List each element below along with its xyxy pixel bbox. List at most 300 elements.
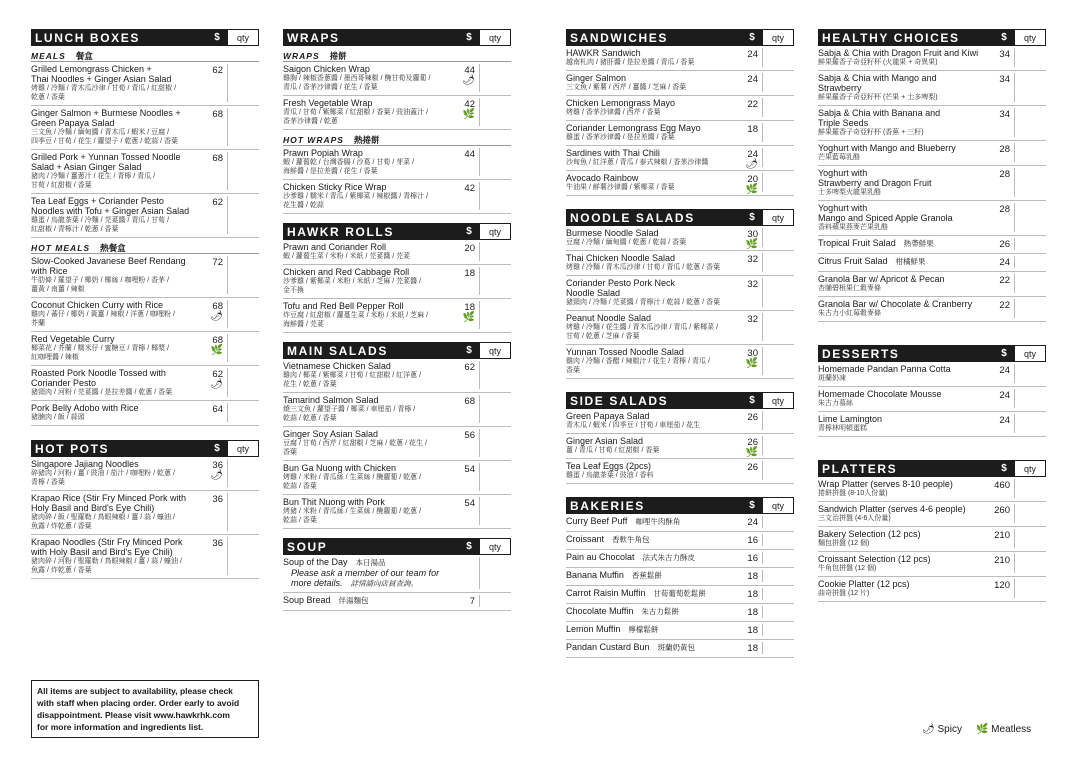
item-name: Slow-Cooked Javanese Beef Rendang	[31, 256, 186, 266]
chili-icon: 🌶	[745, 159, 758, 170]
item-price: 34	[999, 74, 1010, 85]
item-name: Krapao Noodles (Stir Fry Minced Pork	[31, 537, 183, 547]
item-price: 62 🌶	[210, 369, 223, 390]
qty-cell[interactable]	[479, 182, 511, 210]
qty-cell[interactable]	[227, 108, 259, 146]
item-ingredients: 三文魚 / 冷麵 / 緬甸醬 / 青木瓜 / 蝦米 / 豆腐 /	[31, 129, 170, 136]
item-ingredients: 薑 / 青瓜 / 甘荀 / 紅甜椒 / 香葉	[566, 447, 660, 454]
item-ingredients: 四季豆 / 甘荀 / 花生 / 蘿望子 / 乾蔥 / 乾蒜 / 香葉	[31, 138, 179, 145]
item-name: Pork Belly Adobo with Rice	[31, 403, 139, 413]
item-ingredients: 朱古力慕絲	[818, 400, 853, 407]
item-ingredients: 青瓜 / 香茅沙律醬 / 花生 / 香葉	[283, 84, 378, 91]
qty-cell[interactable]	[227, 368, 259, 397]
item-name: Bakery Selection (12 pcs)	[818, 529, 921, 539]
menu-item	[566, 568, 794, 586]
qty-cell[interactable]	[762, 516, 794, 528]
item-price: 36	[212, 494, 223, 505]
item-name: Avocado Rainbow	[566, 173, 639, 183]
item-price: 24 🌶	[745, 149, 758, 170]
item-price: 44	[464, 149, 475, 160]
item-ingredients: 雞肉 / 冷麵 / 香醋 / 辣椒汁 / 花生 / 青檸 / 青瓜 /	[566, 358, 710, 365]
column-3	[566, 29, 794, 658]
item-name: Tea Leaf Eggs (2pcs)	[566, 461, 652, 471]
qty-cell[interactable]	[1014, 479, 1046, 498]
qty-cell[interactable]	[227, 493, 259, 531]
item-name: Ginger Salmon + Burmese Noodles +	[31, 108, 181, 118]
qty-cell[interactable]	[762, 148, 794, 167]
menu-item	[566, 171, 794, 196]
item-price: 28	[999, 204, 1010, 215]
item-name-zh: 檸檬鬆餅	[628, 625, 659, 634]
qty-cell[interactable]	[762, 624, 794, 636]
item-price: 24	[999, 415, 1010, 426]
qty-cell[interactable]	[227, 459, 259, 487]
qty-cell[interactable]	[227, 256, 259, 294]
item-ingredients: 雞蛋 / 烏龍茶葉 / 豉油 / 香料	[566, 472, 654, 479]
menu-item	[566, 604, 794, 622]
desserts-header: DESSERTS $ qty	[818, 345, 1046, 362]
qty-cell[interactable]	[1014, 203, 1046, 232]
qty-cell[interactable]	[1014, 529, 1046, 548]
item-name: Citrus Fruit Salad 柑橘鮮果	[818, 256, 926, 266]
item-price: 24	[747, 517, 758, 528]
qty-cell[interactable]	[762, 278, 794, 307]
menu-item	[566, 121, 794, 146]
item-price: 26	[747, 412, 758, 423]
item-name: Yunnan Tossed Noodle Salad	[566, 347, 684, 357]
item-name: Coriander Pesto	[31, 378, 97, 388]
item-name-zh: 香軟牛角包	[612, 535, 650, 544]
qty-cell[interactable]	[479, 395, 511, 423]
item-name: Chocolate Muffin	[566, 606, 634, 616]
menu-item	[818, 527, 1046, 552]
main-salads-header: MAIN SALADS $ qty	[283, 342, 511, 359]
hot-wraps-subheader: HOT WRAPS 熱捲餅	[283, 130, 511, 146]
item-price: 68	[464, 396, 475, 407]
item-name: Burmese Noodle Salad	[566, 228, 659, 238]
item-name: Prawn Popiah Wrap	[283, 148, 363, 158]
qty-cell[interactable]	[762, 570, 794, 582]
qty-cell[interactable]	[479, 301, 511, 329]
item-name: Lemon Muffin	[566, 624, 621, 634]
item-ingredients: 鮮果羅香子奇亞籽杯 (芒果 + 士多啤梨)	[818, 94, 938, 101]
qty-cell[interactable]	[1014, 414, 1046, 433]
item-ingredients: 豬腩肉 / 飯 / 蒜頭	[31, 414, 85, 421]
item-name: with Holy Basil and Bird's Eye Chili)	[31, 547, 173, 557]
qty-cell[interactable]	[227, 300, 259, 328]
qty-cell[interactable]	[227, 334, 259, 362]
menu-item	[566, 96, 794, 121]
item-ingredients: 杏脯碧根果仁穀麥條	[818, 285, 881, 292]
item-ingredients: 雞蛋 / 烏龍茶葉 / 冷麵 / 芫荽醬 / 青瓜 / 甘荀 /	[31, 217, 170, 224]
item-name: Bun Ga Nuong with Chicken	[283, 463, 397, 473]
menu-item	[31, 457, 259, 491]
menu-item	[818, 201, 1046, 236]
chili-icon: 🌶	[210, 470, 223, 481]
item-ingredients: 乾蔥 / 香葉	[31, 94, 65, 101]
item-name: Granola Bar w/ Apricot & Pecan	[818, 274, 945, 284]
platters-header: PLATTERS $ qty	[818, 460, 1046, 477]
menu-item	[566, 345, 794, 379]
qty-cell[interactable]	[1014, 389, 1046, 408]
menu-item	[566, 640, 794, 658]
item-price: 34	[999, 49, 1010, 60]
item-name: Homemade Chocolate Mousse	[818, 389, 942, 399]
item-price: 22	[747, 99, 758, 110]
hawkr-rolls-header: HAWKR ROLLS $ qty	[283, 223, 511, 240]
menu-item	[31, 194, 259, 238]
noodle-salads-header: NOODLE SALADS $ qty	[566, 209, 794, 226]
item-ingredients: 曲奇拼盤 (12 片)	[818, 590, 870, 597]
item-name: Coconut Chicken Curry with Rice	[31, 300, 164, 310]
menu-item	[283, 62, 511, 96]
menu-item	[566, 46, 794, 71]
item-ingredients: 牛角包拼盤 (12 個)	[818, 565, 877, 572]
item-price: 18	[747, 607, 758, 618]
menu-item	[566, 409, 794, 434]
item-ingredients: 香茅沙律醬 / 乾蔥	[283, 118, 338, 125]
item-name: Krapao Rice (Stir Fry Minced Pork with	[31, 493, 187, 503]
menu-item	[818, 254, 1046, 272]
item-name: Salad + Asian Ginger Salad	[31, 162, 142, 172]
qty-cell[interactable]	[479, 557, 511, 589]
item-ingredients: 海鮮醬 / 芫荽	[283, 321, 324, 328]
item-ingredients: 牛肋條 / 羅望子 / 椰奶 / 椰絲 / 咖哩粉 / 香茅 /	[31, 277, 170, 284]
item-price: 20 🌿	[745, 174, 758, 195]
qty-cell[interactable]	[1014, 554, 1046, 573]
menu-item	[566, 146, 794, 171]
item-name: Prawn and Coriander Roll	[283, 242, 387, 252]
menu-item	[818, 71, 1046, 106]
item-ingredients: 豬肉碎 / 河粉 / 聖羅勒 / 鳥眼辣椒 / 薑 / 蒜 / 蠔油 /	[31, 558, 182, 565]
menu-item	[283, 299, 511, 333]
item-name: Noodles with Tofu + Ginger Asian Salad	[31, 206, 190, 216]
item-ingredients: 青檸林明頓蛋糕	[818, 425, 867, 432]
soup-header: SOUP $ qty	[283, 538, 511, 555]
item-name: Noodle Salad	[566, 288, 621, 298]
item-price: 18	[747, 571, 758, 582]
menu-item	[283, 265, 511, 299]
item-ingredients: 沙甸魚 / 紅洋蔥 / 青瓜 / 泰式辣椒 / 香茅沙律醬	[566, 159, 709, 166]
qty-cell[interactable]	[227, 403, 259, 422]
item-name: Red Vegetable Curry	[31, 334, 115, 344]
leaf-icon: 🌿	[462, 109, 475, 120]
item-ingredients: 豆腐 / 冷麵 / 緬甸醬 / 乾蔥 / 乾蒜 / 香葉	[566, 239, 687, 246]
item-price: 42 🌿	[462, 99, 475, 120]
qty-cell[interactable]	[479, 361, 511, 389]
leaf-icon: 🌿	[745, 239, 758, 250]
item-ingredients: 碎豬肉 / 河粉 / 薑 / 豉油 / 茄汁 / 咖哩粉 / 乾蔥 /	[31, 470, 175, 477]
column-2	[283, 29, 511, 611]
qty-cell[interactable]	[1014, 256, 1046, 268]
qty-cell[interactable]	[1014, 73, 1046, 102]
qty-cell[interactable]	[1014, 143, 1046, 162]
item-ingredients: 雞肉 / 蕃仔 / 椰奶 / 黃薑 / 辣椒 / 洋蔥 / 咖哩粉 /	[31, 311, 175, 318]
item-name: Chicken Lemongrass Mayo	[566, 98, 676, 108]
item-ingredients: 乾蒜 / 乾蔥 / 香葉	[283, 415, 337, 422]
column-4	[818, 29, 1046, 602]
qty-cell[interactable]	[1014, 108, 1046, 137]
item-ingredients: 青木瓜 / 蝦米 / 四季豆 / 甘荀 / 車厘茄 / 花生	[566, 422, 701, 429]
item-name-zh: 法式朱古力酥皮	[642, 553, 696, 562]
item-price: 18	[747, 124, 758, 135]
item-price: 28	[999, 169, 1010, 180]
item-name: Triple Seeds	[818, 118, 869, 128]
item-price: 68	[212, 153, 223, 164]
menu-item	[31, 298, 259, 332]
qty-cell[interactable]	[227, 152, 259, 190]
item-ingredients: 椰菜花 / 芥蘭 / 糯米仔 / 蜜糖豆 / 青檸 / 椰漿 /	[31, 345, 170, 352]
item-ingredients: 三文魚 / 紫薯 / 西芹 / 薑醬 / 芝麻 / 香葉	[566, 84, 687, 91]
menu-item	[283, 359, 511, 393]
item-name: Thai Chicken Noodle Salad	[566, 253, 676, 263]
item-name: Pandan Custard Bun	[566, 642, 650, 652]
qty-cell[interactable]	[762, 313, 794, 341]
item-name: Tofu and Red Bell Pepper Roll	[283, 301, 404, 311]
menu-item	[818, 272, 1046, 297]
qty-cell[interactable]	[1014, 238, 1046, 250]
item-price: 72	[212, 257, 223, 268]
menu-item	[818, 236, 1046, 254]
bakeries-header: BAKERIES $ qty	[566, 497, 794, 514]
qty-cell[interactable]	[762, 588, 794, 600]
qty-cell[interactable]	[479, 463, 511, 491]
item-ingredients: 金不換	[283, 287, 304, 294]
menu-item	[566, 532, 794, 550]
item-price: 54	[464, 464, 475, 475]
item-ingredients: 芥蘭	[31, 320, 45, 327]
item-name: Vietnamese Chicken Salad	[283, 361, 391, 371]
menu-item	[283, 180, 511, 214]
item-name: Green Papaya Salad	[566, 411, 650, 421]
item-price: 62	[212, 197, 223, 208]
item-name: Pain au Chocolat	[566, 552, 635, 562]
item-name: Roasted Pork Noodle Tossed with	[31, 368, 166, 378]
item-name: Sardines with Thai Chili	[566, 148, 660, 158]
item-ingredients: 青檸 / 香葉	[31, 479, 65, 486]
item-name-zh: 咖哩牛肉酥角	[635, 517, 681, 526]
qty-cell[interactable]	[479, 267, 511, 295]
item-name: Chicken Sticky Rice Wrap	[283, 182, 387, 192]
qty-cell[interactable]	[227, 196, 259, 234]
qty-cell[interactable]	[479, 595, 511, 607]
item-ingredients: 烤雞 / 香茅沙律醬 / 西芹 / 香葉	[566, 109, 661, 116]
item-ingredients: 烤雞 / 冷麵 / 青木瓜沙律 / 甘荀 / 青瓜 / 紅甜椒 /	[31, 85, 177, 92]
item-ingredients: 紅咖哩醬 / 辣椒	[31, 354, 79, 361]
item-price: 18	[464, 268, 475, 279]
menu-item	[31, 535, 259, 579]
item-name-zh: 朱古力鬆餅	[641, 607, 679, 616]
qty-cell[interactable]	[479, 429, 511, 457]
item-ingredients: 士多啤梨火龍果乳酪	[818, 189, 881, 196]
legend	[922, 724, 1031, 735]
item-price: 460	[994, 480, 1010, 491]
qty-cell[interactable]	[1014, 48, 1046, 67]
menu-item	[818, 362, 1046, 387]
item-name: Bun Thit Nuong with Pork	[283, 497, 385, 507]
item-price: 32	[747, 314, 758, 325]
item-name: Chicken and Red Cabbage Roll	[283, 267, 410, 277]
item-ingredients: 沙爹雞 / 紫椰菜 / 米粉 / 米紙 / 芝麻 / 芫荽醬 /	[283, 278, 422, 285]
item-name: Saigon Chicken Wrap	[283, 64, 370, 74]
item-price: 16	[747, 553, 758, 564]
qty-cell[interactable]	[227, 537, 259, 575]
qty-cell[interactable]	[762, 228, 794, 247]
menu-item	[283, 96, 511, 130]
qty-cell[interactable]	[762, 642, 794, 654]
item-ingredients: 豆腐 / 甘荀 / 西芹 / 紅甜椒 / 芝麻 / 乾蔥 / 花生 /	[283, 440, 427, 447]
menu-item	[566, 434, 794, 459]
leaf-icon: 🌿	[745, 184, 758, 195]
hot-pots-header: HOT POTS $ qty	[31, 440, 259, 457]
item-price: 34	[999, 109, 1010, 120]
menu-item	[818, 141, 1046, 166]
menu-item	[818, 166, 1046, 201]
item-ingredients: 甘荀 / 乾蔥 / 芝麻 / 香葉	[566, 333, 640, 340]
item-name: Granola Bar w/ Chocolate & Cranberry	[818, 299, 973, 309]
qty-cell[interactable]	[227, 64, 259, 102]
menu-item: Soup Bread 伴湯麵包 7	[283, 593, 511, 611]
leaf-icon: 🌿	[745, 358, 758, 369]
chili-icon: 🌶	[210, 379, 223, 390]
item-ingredients: 青瓜 / 甘荀 / 紫椰菜 / 紅甜椒 / 香葉 / 豉油蓋汁 /	[283, 109, 429, 116]
item-price: 26	[747, 462, 758, 473]
menu-item	[31, 150, 259, 194]
qty-cell[interactable]	[1014, 299, 1046, 318]
qty-cell[interactable]	[762, 48, 794, 67]
qty-cell[interactable]	[1014, 579, 1046, 598]
item-name: HAWKR Sandwich	[566, 48, 641, 58]
menu-item	[31, 491, 259, 535]
item-name: Singapore Jajiang Noodles	[31, 459, 139, 469]
item-price: 36 🌶	[210, 460, 223, 481]
item-name: Fresh Vegetable Wrap	[283, 98, 373, 108]
item-name: Yoghurt with	[818, 203, 868, 213]
item-price: 36	[212, 538, 223, 549]
item-ingredients: 蝦 / 蘿蔔乾 / 台灣香腸 / 沙葛 / 甘荀 / 芽菜 /	[283, 159, 415, 166]
menu-item: Soup of the Day 本日湯品 Please ask a member of our team for more details. 詳情請向店員查詢。	[283, 555, 511, 593]
item-price: 18 🌿	[462, 302, 475, 323]
menu-item	[566, 71, 794, 96]
item-price: 26	[999, 239, 1010, 250]
item-ingredients: 魚露 / 炸乾蔥 / 香葉	[31, 567, 92, 574]
qty-cell[interactable]	[762, 123, 794, 142]
item-name: Wrap Platter (serves 8-10 people)	[818, 479, 953, 489]
item-ingredients: 牛油果 / 鮮薯沙律醬 / 紫椰菜 / 香葉	[566, 184, 675, 191]
menu-item	[283, 495, 511, 529]
item-ingredients: 魚露 / 炸乾蔥 / 香葉	[31, 523, 92, 530]
item-ingredients: 芒果藍莓乳酪	[818, 154, 860, 161]
item-name: Strawberry	[818, 83, 862, 93]
item-ingredients: 烤豬 / 米粉 / 青瓜絲 / 生菜絲 / 醃蘿蔔 / 乾蔥 /	[283, 508, 422, 515]
item-price: 28	[999, 144, 1010, 155]
item-ingredients: 沙爹雞 / 糯米 / 青瓜 / 紫椰菜 / 辣椒醬 / 青檸汁 /	[283, 193, 429, 200]
item-ingredients: 雞胸 / 辣椒香蔥醬 / 墨西哥辣椒 / 醃甘荀及蘿蔔 /	[283, 75, 431, 82]
menu-item	[283, 146, 511, 180]
item-name-zh: 斑蘭奶黃包	[657, 643, 696, 652]
item-price: 68 🌶	[210, 301, 223, 322]
qty-cell[interactable]	[762, 173, 794, 192]
qty-cell[interactable]	[1014, 168, 1046, 197]
leaf-icon: 🌿	[462, 312, 475, 323]
menu-item	[283, 461, 511, 495]
qty-cell[interactable]	[762, 461, 794, 480]
item-price: 68	[212, 109, 223, 120]
chili-icon: 🌶	[922, 724, 935, 735]
qty-cell[interactable]	[762, 534, 794, 546]
qty-cell[interactable]	[762, 253, 794, 272]
qty-cell[interactable]	[479, 98, 511, 126]
qty-cell[interactable]	[479, 242, 511, 261]
menu-item	[818, 387, 1046, 412]
item-price: 260	[994, 505, 1010, 516]
item-name: Peanut Noodle Salad	[566, 313, 652, 323]
item-name: Homemade Pandan Panna Cotta	[818, 364, 951, 374]
menu-item	[283, 240, 511, 265]
item-price: 26 🌿	[745, 437, 758, 458]
item-name: Lime Lamington	[818, 414, 883, 424]
menu-item	[283, 427, 511, 461]
menu-item	[818, 477, 1046, 502]
menu-item	[566, 586, 794, 604]
qty-cell[interactable]	[479, 148, 511, 176]
chili-icon: 🌶	[210, 311, 223, 322]
item-ingredients: 鮮果羅香子奇亞籽杯 (香蕉 + 三籽)	[818, 129, 924, 136]
sandwiches-header: SANDWICHES $ qty	[566, 29, 794, 46]
item-price: 24	[999, 365, 1010, 376]
qty-cell[interactable]	[762, 436, 794, 455]
item-ingredients: 豬頸肉 / 河粉 / 芫荽醬 / 是拉差醬 / 乾蔥 / 香葉	[31, 389, 173, 396]
menu-item	[31, 366, 259, 401]
qty-cell[interactable]	[1014, 364, 1046, 383]
item-price: 32	[747, 254, 758, 265]
item-price: 210	[994, 530, 1010, 541]
item-price: 62	[464, 362, 475, 373]
qty-cell[interactable]	[479, 497, 511, 525]
qty-cell[interactable]	[762, 411, 794, 430]
item-name: Grilled Pork + Yunnan Tossed Noodle	[31, 152, 181, 162]
chili-icon: 🌶	[462, 75, 475, 86]
item-name: Tea Leaf Eggs + Coriander Pesto	[31, 196, 164, 206]
qty-cell[interactable]	[762, 73, 794, 92]
qty-cell[interactable]	[1014, 504, 1046, 523]
item-ingredients: 花生 / 乾蔥 / 香葉	[283, 381, 337, 388]
lunch-boxes-header: LUNCH BOXES $ qty	[31, 29, 259, 46]
hot-meals-subheader: HOT MEALS 熱餐盒	[31, 238, 259, 254]
qty-cell[interactable]	[762, 98, 794, 117]
qty-cell[interactable]	[1014, 274, 1046, 293]
item-ingredients: 豬肉碎 / 飯 / 聖羅勒 / 鳥眼辣椒 / 薑 / 蒜 / 蠔油 /	[31, 514, 175, 521]
qty-cell[interactable]	[479, 64, 511, 92]
meals-subheader: MEALS 餐盒	[31, 46, 259, 62]
item-name: Ginger Asian Salad	[566, 436, 644, 446]
menu-item	[818, 552, 1046, 577]
item-price: 22	[999, 300, 1010, 311]
item-price: 54	[464, 498, 475, 509]
item-name: Sabja & Chia with Mango and	[818, 73, 937, 83]
qty-cell[interactable]	[762, 606, 794, 618]
menu-item	[818, 46, 1046, 71]
menu-item	[31, 106, 259, 150]
item-name: Green Papaya Salad	[31, 118, 115, 128]
menu-item	[31, 332, 259, 366]
qty-cell[interactable]	[762, 347, 794, 375]
column-1	[31, 29, 259, 579]
item-name: Grilled Lemongrass Chicken +	[31, 64, 152, 74]
qty-cell[interactable]	[762, 552, 794, 564]
menu-item	[31, 62, 259, 106]
item-name-zh: 柑橘鮮果	[895, 257, 926, 266]
